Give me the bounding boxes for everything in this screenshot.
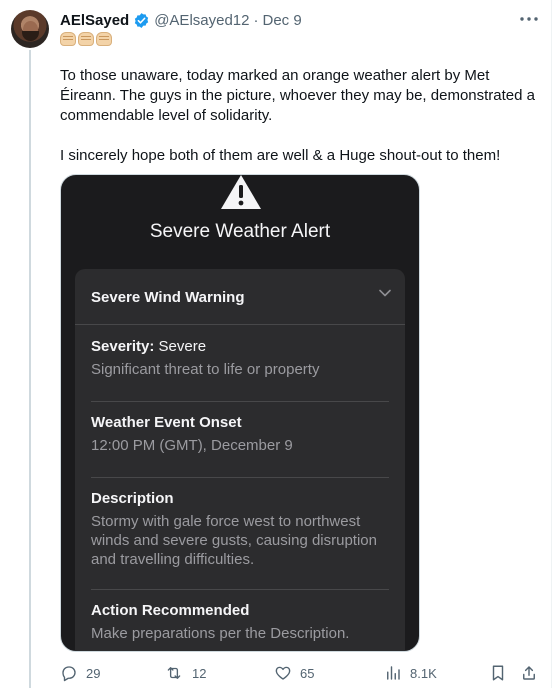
view-count: 8.1K (410, 665, 437, 681)
reply-button[interactable] (60, 664, 100, 682)
action-value: Make preparations per the Description. (91, 625, 350, 642)
reply-count: 29 (86, 665, 101, 681)
raised-fist-emoji-icon (60, 32, 76, 46)
avatar-beard (22, 31, 39, 41)
thread-line (29, 50, 31, 688)
description-value: Stormy with gale force west to northwest winds and severe gusts, causing disruption and travelling difficulties. (91, 513, 377, 568)
description-section (91, 489, 389, 569)
tweet-body (60, 66, 536, 186)
severity-value: Severe (158, 338, 207, 355)
author-name[interactable]: AElSayed (60, 11, 130, 29)
onset-section (91, 413, 389, 455)
divider (91, 477, 389, 478)
tweet-date[interactable]: Dec 9 (262, 11, 302, 29)
author-handle[interactable]: @AElsayed12 (154, 11, 250, 29)
raised-fist-emoji-icon (96, 32, 112, 46)
tweet-paragraph: To those unaware, today marked an orange weather alert by Met Éireann. The guys in the picture, whoever they may be, demonstrated a commendable level of solidarity. (60, 67, 535, 124)
verified-badge-icon (133, 12, 150, 29)
divider (91, 589, 389, 590)
bookmark-button[interactable] (490, 664, 506, 682)
heart-icon (274, 664, 292, 682)
divider (91, 401, 389, 402)
tweet-header (60, 10, 302, 30)
action-section (91, 601, 389, 643)
raised-fist-emoji-icon (78, 32, 94, 46)
emoji-row (60, 32, 112, 46)
tweet-actions (60, 664, 540, 684)
description-label: Description (91, 490, 174, 507)
tweet-media-image[interactable] (60, 174, 420, 652)
analytics-icon (384, 664, 402, 682)
action-label: Action Recommended (91, 602, 250, 619)
severity-label: Severity: (91, 338, 155, 355)
repost-button[interactable] (164, 664, 206, 682)
onset-value: 12:00 PM (GMT), December 9 (91, 437, 293, 454)
header-separator: · (253, 11, 259, 29)
warning-header[interactable] (75, 269, 405, 325)
reply-icon (60, 664, 78, 682)
repost-count: 12 (192, 665, 207, 681)
severity-description: Significant threat to life or property (91, 361, 320, 378)
avatar[interactable] (11, 10, 49, 48)
warning-title: Severe Wind Warning (91, 289, 245, 306)
severity-label-line (91, 337, 389, 357)
chevron-down-icon (379, 289, 391, 297)
share-button[interactable] (520, 664, 538, 682)
bookmark-icon (490, 664, 506, 682)
alert-card (75, 269, 405, 652)
repost-icon (164, 664, 184, 682)
views-button[interactable] (384, 664, 437, 682)
alert-title: Severe Weather Alert (149, 221, 331, 242)
like-count: 65 (300, 665, 315, 681)
onset-label: Weather Event Onset (91, 414, 242, 431)
like-button[interactable] (274, 664, 314, 682)
more-options-icon[interactable] (518, 9, 540, 29)
tweet-paragraph: I sincerely hope both of them are well & a Huge shout-out to them! (60, 147, 501, 164)
share-icon (520, 664, 538, 682)
severity-section (91, 337, 389, 379)
warning-triangle-icon (219, 174, 263, 211)
